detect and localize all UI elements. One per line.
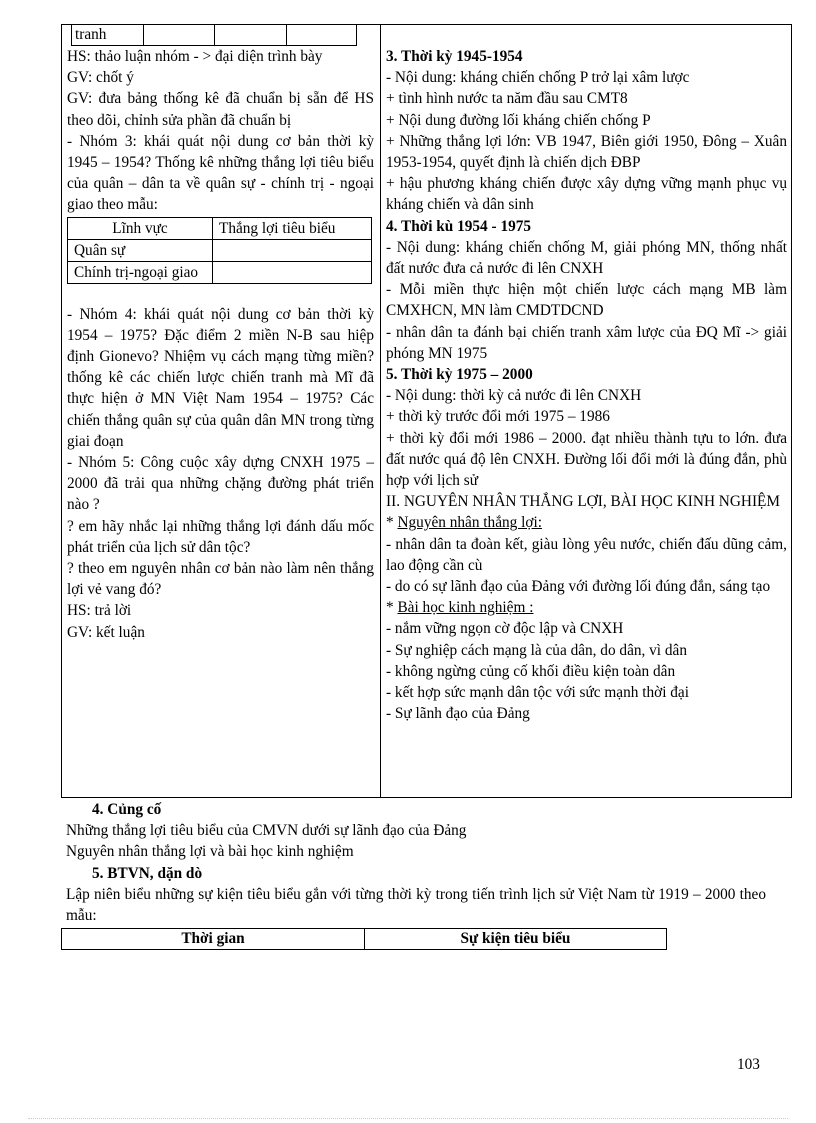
teacher-student-column bbox=[67, 25, 374, 643]
content-line: - Sự nghiệp cách mạng là của dân, do dân, vì dân bbox=[386, 641, 687, 659]
consolidation-heading: 4. Củng cố bbox=[92, 801, 162, 818]
left-line: - Nhóm 3: khái quát nội dung cơ bản thời kỳ 1945 – 1954? Thống kê những thắng lợi tiêu biểu của quân – dân ta về quân sự - chính trị - ngoại giao theo mẫu: bbox=[67, 132, 374, 214]
content-line: - Nội dung: kháng chiến chống P trở lại xâm lược bbox=[386, 69, 690, 87]
table-cell-empty bbox=[213, 239, 372, 261]
content-line: - không ngừng củng cố khối điều kiện toàn dân bbox=[386, 662, 676, 680]
left-line: HS: thảo luận nhóm - > đại diện trình bày bbox=[67, 48, 323, 65]
section-heading: II. NGUYÊN NHÂN THẮNG LỢI, BÀI HỌC KINH NGHIỆM bbox=[386, 493, 780, 511]
left-line: ? theo em nguyên nhân cơ bản nào làm nên thắng lợi vẻ vang đó? bbox=[67, 560, 374, 599]
table-cell-military: Quân sự bbox=[68, 239, 213, 261]
footer-line: Lập niên biểu những sự kiện tiêu biểu gắn với từng thời kỳ trong tiến trình lịch sử Việt Nam từ 1919 – 2000 theo mẫu: bbox=[66, 885, 766, 925]
footer-section bbox=[66, 799, 766, 926]
table-cell-empty bbox=[213, 261, 372, 283]
star-bullet: * bbox=[386, 514, 394, 532]
content-line: - Nội dung: kháng chiến chống M, giải phóng MN, thống nhất đất nước đưa cả nước đi lên CNXH bbox=[386, 238, 787, 278]
strip-cell-4 bbox=[287, 25, 357, 45]
content-line: - Nội dung: thời kỳ cả nước đi lên CNXH bbox=[386, 387, 642, 405]
section-heading: 4. Thời kù 1954 - 1975 bbox=[386, 217, 532, 235]
left-line: GV: đưa bảng thống kê đã chuẩn bị sẵn để HS theo dõi, chỉnh sửa phần đã chuẩn bị bbox=[67, 90, 374, 129]
strip-cell-1: tranh bbox=[72, 25, 144, 45]
content-line: + thời kỳ đổi mới 1986 – 2000. đạt nhiều thành tựu to lớn. đưa đất nước quá độ lên CNXH. Đường lối đổi mới là đúng đắn, phù hợp với lịch sử bbox=[386, 429, 787, 490]
content-line: + thời kỳ trước đổi mới 1975 – 1986 bbox=[386, 408, 610, 426]
table-header-victory: Thắng lợi tiêu biểu bbox=[213, 217, 372, 239]
page-edge-line bbox=[28, 1118, 788, 1119]
content-line: - Mỗi miền thực hiện một chiến lược cách mạng MB làm CMXHCN, MN làm CMDTDCND bbox=[386, 281, 787, 320]
column-divider bbox=[380, 25, 381, 797]
page-number: 103 bbox=[737, 1056, 760, 1073]
strip-cell-3 bbox=[215, 25, 287, 45]
content-line: - do có sự lãnh đạo của Đảng với đường lối đúng đắn, sáng tạo bbox=[386, 578, 771, 596]
content-line: - nhân dân ta đánh bại chiến tranh xâm lược của ĐQ Mĩ -> giải phóng MN 1975 bbox=[386, 323, 787, 362]
content-line: + Những thắng lợi lớn: VB 1947, Biên giới 1950, Đông – Xuân 1953-1954, quyết định là chiến dịch ĐBP bbox=[386, 132, 787, 172]
lesson-heading bbox=[386, 597, 787, 618]
table-cell-politics: Chính trị-ngoại giao bbox=[68, 261, 213, 283]
content-line: - Sự lãnh đạo của Đảng bbox=[386, 705, 530, 723]
table-header-field: Lĩnh vực bbox=[68, 217, 213, 239]
cause-heading bbox=[386, 512, 787, 533]
continued-table-strip bbox=[71, 25, 357, 46]
star-bullet: * bbox=[386, 599, 394, 617]
homework-heading: 5. BTVN, dặn dò bbox=[92, 864, 203, 882]
left-line: GV: chốt ý bbox=[67, 69, 134, 87]
section-heading: 5. Thời kỳ 1975 – 2000 bbox=[386, 366, 533, 384]
strip-cell-2 bbox=[144, 25, 216, 45]
content-line: - nhân dân ta đoàn kết, giàu lòng yêu nước, chiến đấu dũng cảm, lao động cần cù bbox=[386, 535, 787, 574]
lesson-title: Bài học kinh nghiệm : bbox=[397, 599, 534, 617]
left-line: GV: kết luận bbox=[67, 623, 145, 641]
left-line: ? em hãy nhắc lại những thắng lợi đánh dấu mốc phát triển của lịch sử dân tộc? bbox=[67, 517, 374, 556]
sample-stats-table bbox=[67, 217, 372, 284]
section-heading: 3. Thời kỳ 1945-1954 bbox=[386, 48, 523, 65]
footer-line: Những thắng lợi tiêu biểu của CMVN dưới sự lãnh đạo của Đảng bbox=[66, 822, 467, 840]
timeline-template-table bbox=[61, 928, 667, 950]
left-line: HS: trả lời bbox=[67, 602, 132, 620]
content-line: + hậu phương kháng chiến được xây dựng vững mạnh phục vụ kháng chiến và dân sinh bbox=[386, 175, 787, 214]
left-line: - Nhóm 5: Công cuộc xây dựng CNXH 1975 – 2000 đã trải qua những chặng đường phát triển nào ? bbox=[67, 454, 374, 514]
content-line: + tình hình nước ta năm đầu sau CMT8 bbox=[386, 90, 628, 108]
column-time: Thời gian bbox=[62, 929, 365, 950]
content-column bbox=[386, 46, 787, 725]
content-line: - nắm vững ngọn cờ độc lập và CNXH bbox=[386, 620, 624, 638]
lesson-table bbox=[61, 24, 792, 798]
column-events: Sự kiện tiêu biểu bbox=[365, 929, 667, 950]
content-line: + Nội dung đường lối kháng chiến chống P bbox=[386, 111, 651, 129]
cause-title: Nguyên nhân thắng lợi: bbox=[397, 514, 542, 532]
footer-line: Nguyên nhân thắng lợi và bài học kinh nghiệm bbox=[66, 843, 354, 861]
content-line: - kết hợp sức mạnh dân tộc với sức mạnh thời đại bbox=[386, 684, 689, 702]
left-line: - Nhóm 4: khái quát nội dung cơ bản thời kỳ 1954 – 1975? Đặc điểm 2 miền N-B sau hiệp định Gionevo? Nhiệm vụ cách mạng từng miền? thống kê các chiến lược chiến tranh mà Mĩ đã thực hiện ở MN Việt Nam 1954 – 1975? Các chiến thắng quân sự của quân dân MN trong từng giai đoạn bbox=[67, 305, 374, 450]
